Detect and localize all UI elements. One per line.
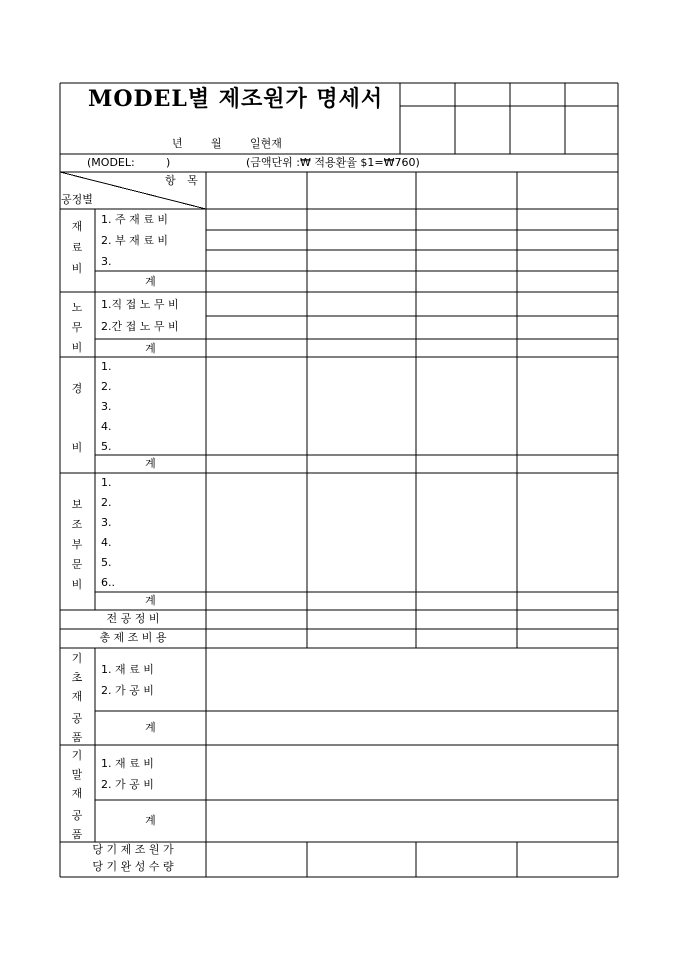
aux-dept-subtotal: 계 — [145, 594, 156, 607]
beginning-wip-label: 기 초 재 공 품 — [71, 652, 83, 744]
materials-item-2: 2. 부 재 료 비 — [101, 234, 168, 247]
expenses-item-3: 3. — [101, 400, 112, 413]
period-completed-qty: 당 기 완 성 수 량 — [92, 860, 174, 873]
date-year: 년 — [172, 137, 183, 150]
labor-subtotal: 계 — [145, 342, 156, 355]
expenses-item-1: 1. — [101, 360, 112, 373]
aux-dept-label: 보 조 부 문 비 — [71, 498, 83, 591]
header-process: 공정별 — [61, 193, 93, 206]
beginning-wip-subtotal: 계 — [145, 721, 156, 734]
aux-dept-item-3: 3. — [101, 516, 112, 529]
expenses-subtotal: 계 — [145, 457, 156, 470]
aux-dept-item-1: 1. — [101, 476, 112, 489]
expenses-item-5: 5. — [101, 440, 112, 453]
materials-item-3: 3. — [101, 255, 112, 268]
materials-label: 재 료 비 — [71, 220, 83, 275]
labor-item-1: 1.직 접 노 무 비 — [101, 298, 179, 311]
ending-wip-item-1: 1. 재 료 비 — [101, 757, 154, 770]
date-month: 월 — [211, 137, 222, 150]
header-item: 항 목 — [165, 174, 198, 187]
expenses-label: 경 비 — [71, 382, 83, 454]
aux-dept-item-5: 5. — [101, 556, 112, 569]
ending-wip-subtotal: 계 — [145, 814, 156, 827]
beginning-wip-item-2: 2. 가 공 비 — [101, 684, 154, 697]
materials-subtotal: 계 — [145, 275, 156, 288]
period-mfg-cost: 당 기 제 조 원 가 — [92, 843, 174, 856]
all-process-cost: 전 공 정 비 — [106, 612, 160, 625]
date-day: 일현재 — [250, 137, 282, 150]
total-mfg-cost: 총 제 조 비 용 — [99, 631, 167, 644]
page-title: MODEL별 제조원가 명세서 — [88, 86, 384, 112]
ending-wip-label: 기 말 재 공 품 — [71, 749, 83, 841]
materials-item-1: 1. 주 재 료 비 — [101, 213, 168, 226]
expenses-item-4: 4. — [101, 420, 112, 433]
aux-dept-item-2: 2. — [101, 496, 112, 509]
labor-label: 노 무 비 — [71, 301, 83, 354]
expenses-item-2: 2. — [101, 380, 112, 393]
beginning-wip-item-1: 1. 재 료 비 — [101, 663, 154, 676]
model-label: (MODEL: — [87, 156, 135, 169]
ending-wip-item-2: 2. 가 공 비 — [101, 778, 154, 791]
model-close: ) — [166, 156, 171, 169]
labor-item-2: 2.간 접 노 무 비 — [101, 320, 179, 333]
aux-dept-item-6: 6.. — [101, 576, 115, 589]
currency-note: (금액단위 :₩ 적용환율 $1=₩760) — [246, 156, 420, 169]
aux-dept-item-4: 4. — [101, 536, 112, 549]
